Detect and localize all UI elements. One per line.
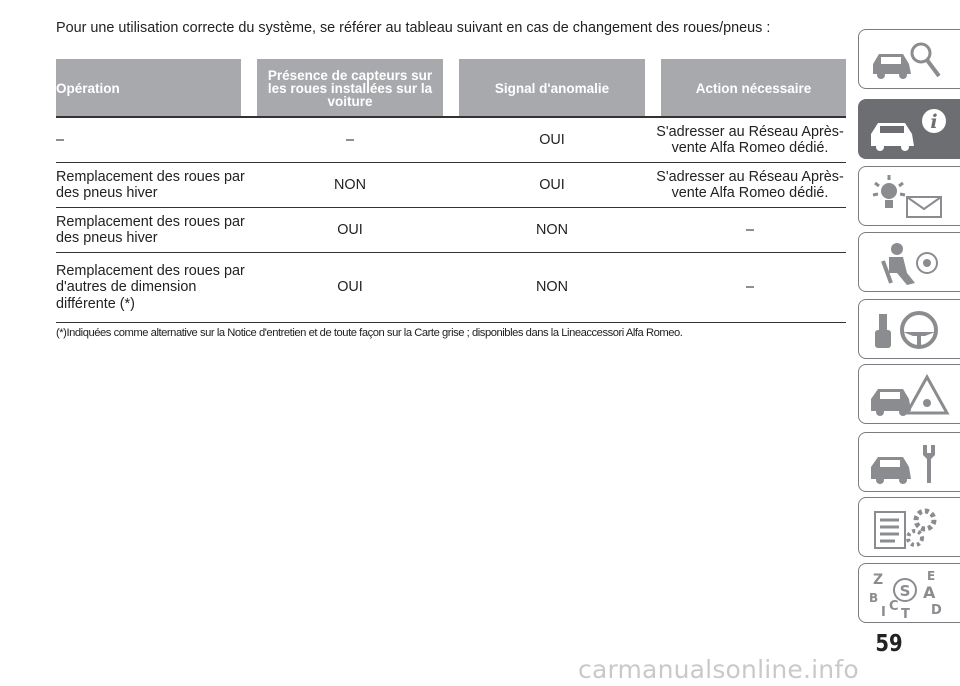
cell-operation-line: Remplacement des roues par — [56, 168, 245, 185]
header-sensors-line-1: Présence de capteurs sur — [267, 68, 433, 83]
page-number: 59 — [875, 631, 903, 657]
cell-action-line: S'adresser au Réseau Après- — [656, 123, 844, 140]
intro-text: Pour une utilisation correcte du système, se référer au tableau suivant en cas de changement des roues/pneus : — [56, 20, 771, 36]
tab-car-magnifier[interactable] — [858, 29, 960, 89]
index-letter: I — [881, 605, 886, 618]
specs-gears-icon — [867, 504, 951, 552]
cell-action — [654, 253, 846, 322]
tab-index[interactable] — [858, 563, 960, 623]
car-magnifier-icon — [867, 36, 951, 84]
index-letter: B — [869, 591, 879, 605]
header-operation-text: Opération — [56, 81, 120, 96]
header-operation — [56, 59, 241, 118]
cell-operation-line: différente (*) — [56, 295, 135, 312]
table-row — [56, 118, 846, 163]
cell-operation-line: des pneus hiver — [56, 230, 158, 246]
tab-safety[interactable] — [858, 232, 960, 292]
alphabet-index-icon — [867, 570, 951, 618]
index-letter: A — [923, 583, 936, 602]
warning-light-envelope-icon — [867, 173, 951, 221]
cell-sensors: OUI — [337, 221, 363, 238]
cell-operation-line: des pneus hiver — [56, 185, 158, 201]
index-letter: T — [901, 607, 910, 618]
watermark: carmanualsonline.info — [578, 655, 859, 684]
cell-operation-line: Remplacement des roues par — [56, 262, 245, 279]
tab-warning-lights[interactable] — [858, 166, 960, 226]
car-warning-triangle-icon — [867, 371, 951, 419]
table-header — [56, 59, 846, 118]
steering-wheel-key-icon — [867, 306, 951, 354]
table-row — [56, 208, 846, 253]
index-letter: Z — [873, 572, 884, 588]
cell-action-line: vente Alfa Romeo dédié. — [671, 185, 829, 201]
seat-belt-airbag-icon — [867, 239, 951, 287]
tab-emergency[interactable] — [858, 364, 960, 424]
cell-action-line: – — [745, 279, 754, 296]
index-letter: C — [889, 599, 899, 614]
cell-action — [654, 118, 846, 162]
header-sensors — [257, 59, 443, 118]
tab-maintenance[interactable] — [858, 432, 960, 492]
cell-sensors: – — [345, 131, 354, 148]
cell-action-line: S'adresser au Réseau Après- — [656, 168, 844, 185]
header-signal-text: Signal d'anomalie — [494, 81, 610, 96]
wheel-change-table — [56, 59, 846, 323]
header-signal — [459, 59, 645, 118]
header-sensors-line-3: voiture — [327, 94, 373, 109]
table-row — [56, 253, 846, 323]
chapter-tabs — [858, 0, 960, 686]
cell-signal: NON — [536, 221, 568, 238]
tab-specifications[interactable] — [858, 497, 960, 557]
cell-sensors: NON — [334, 176, 366, 193]
footnote: (*)Indiquées comme alternative sur la Notice d'entretien et de toute façon sur la Carte grise ; disponibles dans la Lineaccessori Alfa Romeo. — [56, 327, 683, 339]
cell-operation-line: Remplacement des roues par — [56, 213, 245, 230]
cell-signal: NON — [536, 279, 568, 296]
cell-operation — [56, 253, 256, 322]
cell-signal: OUI — [539, 176, 565, 193]
header-action-text: Action nécessaire — [695, 81, 812, 96]
cell-action-line: – — [745, 221, 754, 238]
cell-sensors: OUI — [337, 279, 363, 296]
tab-car-info[interactable] — [858, 99, 960, 159]
cell-operation — [56, 208, 256, 252]
cell-operation-line: – — [56, 131, 65, 148]
index-letter: D — [931, 603, 942, 618]
cell-operation — [56, 163, 256, 207]
cell-action-line: vente Alfa Romeo dédié. — [671, 140, 829, 156]
header-action — [661, 59, 846, 118]
cell-operation — [56, 118, 256, 162]
table-row — [56, 163, 846, 208]
svg-text:S: S — [899, 582, 911, 600]
cell-action — [654, 163, 846, 207]
svg-text:i: i — [930, 111, 938, 133]
tab-starting[interactable] — [858, 299, 960, 359]
car-info-icon — [867, 106, 951, 154]
header-sensors-line-2: les roues installées sur la — [267, 81, 433, 96]
car-wrench-icon — [867, 439, 951, 487]
index-letter: E — [927, 570, 936, 583]
cell-operation-line: d'autres de dimension — [56, 279, 197, 296]
cell-signal: OUI — [539, 131, 565, 148]
cell-action — [654, 208, 846, 252]
